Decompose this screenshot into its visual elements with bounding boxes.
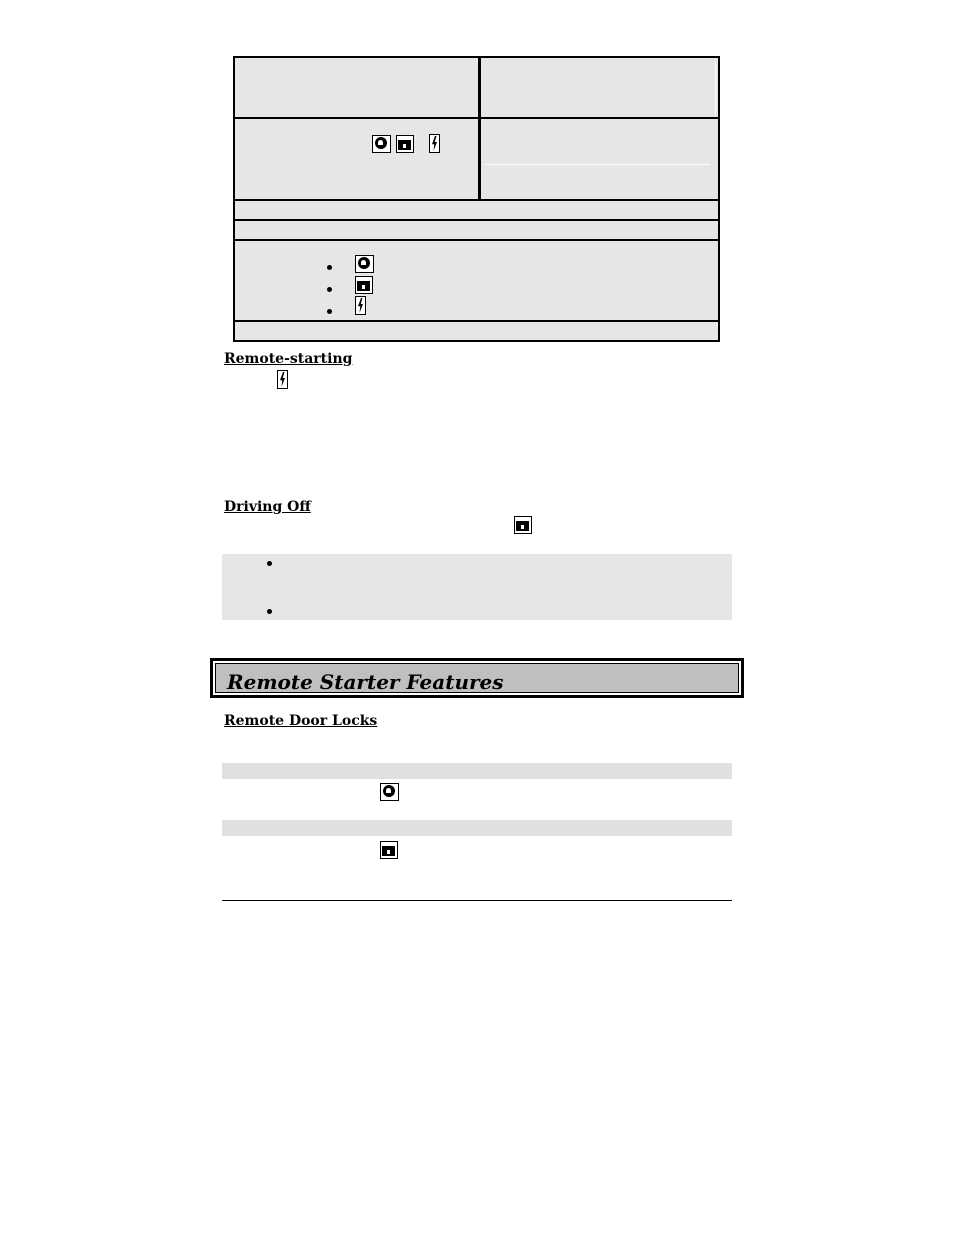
section-divider — [222, 900, 732, 901]
unlock-icon — [355, 276, 373, 294]
table-row-divider — [235, 239, 718, 241]
note-box — [222, 554, 732, 620]
list-bullet — [327, 309, 332, 314]
unlock-row-band — [222, 820, 732, 836]
table-row-divider — [235, 219, 718, 221]
table-highlight — [715, 62, 716, 114]
section-title: Remote Starter Features — [227, 670, 504, 694]
button-reference-table — [233, 56, 720, 342]
list-bullet — [267, 561, 272, 566]
table-column-divider — [478, 58, 481, 200]
list-bullet — [327, 287, 332, 292]
driving-off-heading: Driving Off — [224, 499, 311, 515]
table-row-divider — [235, 320, 718, 322]
unlock-icon — [380, 841, 398, 859]
lock-icon — [372, 135, 391, 153]
lock-icon — [355, 255, 374, 273]
remote-start-icon — [429, 134, 440, 153]
remote-starting-heading: Remote-starting — [224, 351, 353, 367]
lock-icon — [380, 783, 399, 801]
remote-start-icon — [355, 296, 366, 315]
lock-row-band — [222, 763, 732, 779]
table-row-divider — [235, 117, 718, 119]
list-bullet — [267, 609, 272, 614]
remote-start-icon — [277, 370, 288, 389]
remote-door-locks-heading: Remote Door Locks — [224, 713, 378, 729]
section-banner-fill — [215, 663, 739, 693]
table-cell-divider — [485, 164, 710, 165]
unlock-icon — [514, 516, 532, 534]
section-banner — [210, 658, 744, 698]
list-bullet — [327, 265, 332, 270]
unlock-icon — [396, 135, 414, 153]
table-row-divider — [235, 199, 718, 201]
